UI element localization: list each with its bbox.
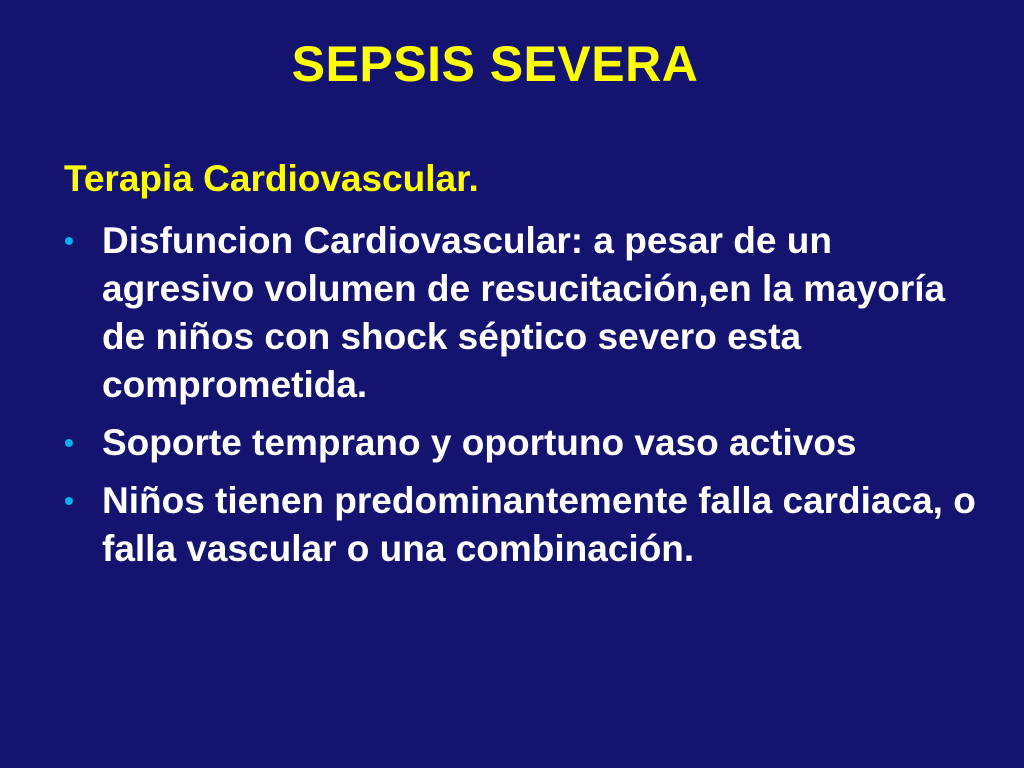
slide-title: SEPSIS SEVERA [291,36,699,92]
bullet-dot-icon: • [64,225,74,256]
bullet-text: Soporte temprano y oportuno vaso activos [102,422,857,463]
bullet-text: Disfuncion Cardiovascular: a pesar de un agresivo volumen de resucitación,en la mayoría de niños con shock séptico severo esta comprometida. [102,220,946,405]
bullet-item [64,217,984,409]
bullet-list [64,217,984,583]
bullet-dot-icon: • [64,427,74,458]
bullet-dot-icon: • [64,485,74,516]
bullet-item [64,477,984,573]
bullet-text: Niños tienen predominantemente falla cardiaca, o falla vascular o una combinación. [102,480,976,569]
slide-subtitle: Terapia Cardiovascular. [64,158,479,199]
bullet-item [64,419,984,467]
